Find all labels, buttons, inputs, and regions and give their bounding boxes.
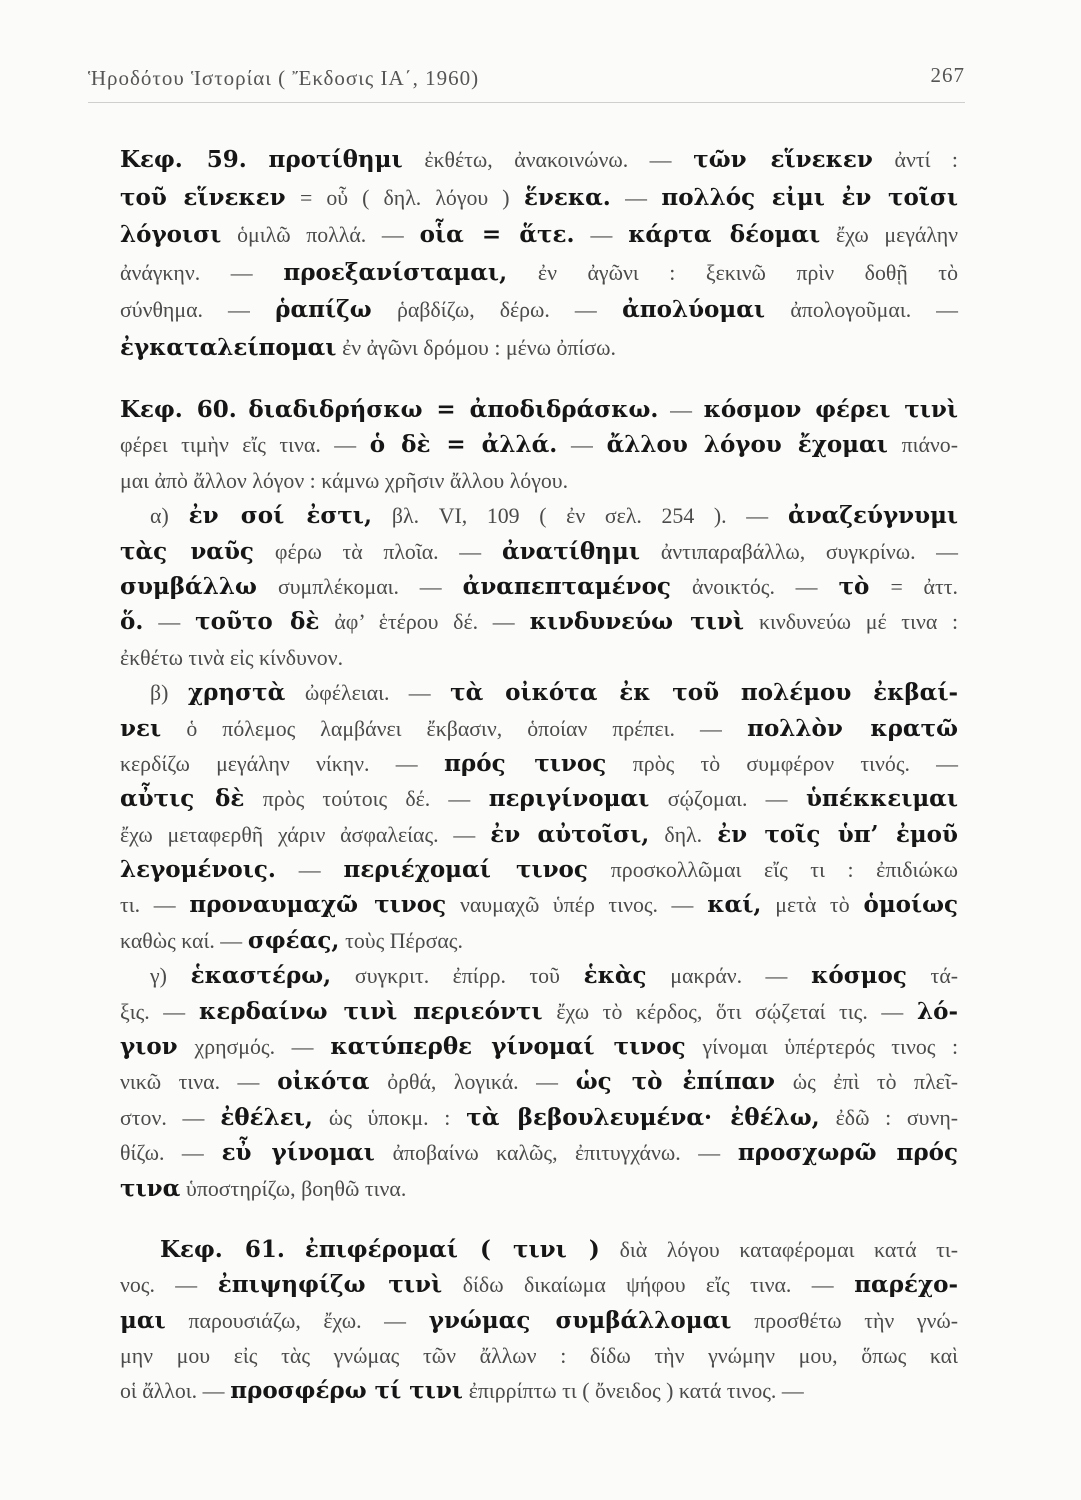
gloss: ἐδῶ : συνη-: [835, 1105, 959, 1130]
gloss: ἀνάγκην. —: [120, 260, 253, 285]
lemma: ἐν αὐτοῖσι,: [490, 820, 650, 848]
lemma: οἷα = ἅτε.: [419, 221, 575, 249]
lemma: προσφέρω τί τινι: [230, 1377, 463, 1405]
gloss: πρὸς τὸ συμφέρον τινός. —: [632, 751, 959, 776]
lemma: περιέχομαί τινος: [343, 856, 588, 884]
gloss: —: [158, 610, 181, 635]
gloss: τι. —: [120, 893, 176, 918]
line-content: [120, 604, 958, 640]
chapter-61: [120, 1232, 958, 1408]
gloss: ἔχω μεγάλην: [835, 223, 959, 248]
text-line: [120, 534, 958, 569]
text-line: [120, 463, 958, 498]
text-line: [120, 216, 958, 254]
text-line: [120, 498, 958, 533]
lemma: τῶν εἵνεκεν: [693, 146, 873, 173]
text-line: [120, 329, 958, 367]
page-number: 267: [930, 63, 965, 87]
chapter-paragraph: [120, 392, 958, 498]
gloss: σῴζομαι. —: [667, 787, 788, 812]
lemma: μαι: [120, 1306, 166, 1334]
line-content: [120, 852, 958, 888]
gloss: τά-: [930, 964, 959, 989]
lemma: προναυμαχῶ τινος: [189, 891, 447, 919]
gloss: μην μου εἰς τὰς γνώμας τῶν ἄλλων : δίδω τὴν γνώμην μου, ὅπως καὶ: [120, 1343, 958, 1368]
text-line: [120, 781, 958, 816]
gloss: κινδυνεύω μέ τινα :: [758, 610, 959, 635]
lemma: ὁμοίως: [863, 891, 959, 919]
lemma: γιον: [120, 1033, 178, 1061]
lemma: κερδαίνω τινὶ περιεόντι: [198, 997, 543, 1025]
line-content: [120, 923, 463, 959]
gloss: ἔχω μεταφερθῆ χάριν ἀσφαλείας. —: [120, 822, 476, 847]
text-line: [120, 141, 958, 179]
gloss: ἐκθέτω τινὰ εἰς κίνδυνον.: [120, 645, 344, 670]
text-line: [120, 1267, 958, 1302]
text-line: [120, 1029, 958, 1064]
line-content: [120, 994, 958, 1030]
lemma: λεγομένοις.: [120, 856, 276, 884]
gloss: νος. —: [120, 1273, 198, 1298]
gloss: δίδω δικαίωμα ψήφου εἴς τινα. —: [462, 1273, 834, 1298]
gloss: μακράν. —: [670, 964, 788, 989]
text-line: [120, 179, 958, 217]
subsection-paragraph: [120, 675, 958, 958]
gloss: βλ. VI, 109 ( ἐν σελ. 254 ). —: [391, 504, 769, 529]
line-content: [120, 1267, 958, 1303]
gloss: μετὰ τὸ: [775, 893, 850, 918]
text-line: [120, 923, 958, 958]
gloss: χρησμός. —: [194, 1035, 314, 1060]
gloss: ἐν ἀγῶνι δρόμου : μένω ὀπίσω.: [342, 335, 616, 360]
lemma: ἐπιφέρομαί ( τινι ): [304, 1236, 600, 1263]
gloss: φέρω τὰ πλοῖα. —: [274, 539, 482, 564]
gloss: ὀρθά, λογικά. —: [387, 1070, 558, 1095]
gloss: τοὺς Πέρσας.: [345, 928, 463, 953]
line-content: [120, 179, 958, 218]
gloss: πρὸς τούτοις δέ. —: [262, 787, 471, 812]
gloss: κερδίζω μεγάλην νίκην. —: [120, 751, 418, 776]
lemma: ἐθέλει,: [220, 1103, 313, 1131]
lemma: ἀπολύομαι: [622, 296, 766, 324]
gloss: ἐν ἀγῶνι : ξεκινῶ πρὶν δοθῇ τὸ: [537, 260, 958, 285]
lemma: κατύπερθε γίνομαί τινος: [330, 1033, 686, 1061]
line-content: [120, 711, 958, 747]
line-content: [160, 1232, 958, 1268]
lemma: πολλὸν κρατῶ: [747, 714, 959, 742]
lemma: πολλός εἰμι ἐν τοῖσι: [661, 183, 959, 211]
header-rule: [88, 102, 965, 103]
text-line: [120, 817, 958, 852]
gloss: —: [670, 398, 692, 422]
lemma: κάρτα δέομαι: [628, 221, 821, 249]
line-content: [120, 1171, 406, 1207]
gloss: = οὗ ( δηλ. λόγου ): [299, 185, 510, 210]
lemma: ἀνατίθημι: [501, 537, 640, 565]
chapter-59: [120, 141, 958, 367]
running-head: [88, 63, 965, 96]
text-line: [120, 1338, 958, 1373]
line-content: [120, 1135, 958, 1171]
gloss: πιάνο-: [901, 433, 959, 458]
lemma: γνώμας συμβάλλομαι: [428, 1306, 732, 1334]
line-content: [150, 498, 958, 534]
text-line: [120, 994, 958, 1029]
lemma: κόσμος: [811, 962, 907, 990]
lemma: ἐν σοί ἐστι,: [188, 502, 372, 530]
lemma: κόσμον φέρει τινὶ: [703, 396, 959, 423]
lemma: περιγίνομαι: [488, 785, 650, 813]
lemma: διαδιδρήσκω = ἀποδιδράσκω.: [248, 396, 659, 423]
line-content: [120, 463, 568, 499]
lemma: ὁ δὲ = ἀλλά.: [369, 431, 558, 459]
gloss: ὠφέλειαι. —: [304, 681, 431, 706]
gloss: παρουσιάζω, ἔχω. —: [188, 1308, 406, 1333]
lemma: τινα: [120, 1174, 181, 1202]
line-content: [120, 392, 958, 428]
gloss: ὁμιλῶ πολλά. —: [237, 223, 404, 248]
line-content: [150, 675, 958, 711]
line-content: [120, 817, 958, 853]
lemma: τοῦτο δὲ: [195, 608, 320, 636]
gloss: ἀντί :: [894, 148, 958, 172]
lemma: ὅ.: [120, 608, 144, 636]
gloss: σύνθημα. —: [120, 298, 250, 323]
gloss: ἀπολογοῦμαι. —: [790, 298, 959, 323]
gloss: συμπλέκομαι. —: [277, 574, 442, 599]
lemma: προσχωρῶ πρός: [737, 1139, 959, 1167]
text-line: [120, 675, 958, 710]
chapter-label: Κεφ. 60.: [120, 396, 237, 423]
text-line: [120, 711, 958, 746]
gloss: διὰ λόγου καταφέρομαι κατά τι-: [619, 1238, 959, 1262]
chapter-paragraph: [120, 1232, 958, 1408]
gloss: ὡς ἐπὶ τὸ πλεῖ-: [792, 1070, 958, 1095]
text-line: [120, 640, 958, 675]
line-content: [120, 141, 958, 180]
gloss: ξις. —: [120, 999, 186, 1024]
line-content: [120, 1338, 958, 1374]
gloss: = ἀττ.: [890, 574, 958, 599]
running-head-title: Ἡροδότου Ἱστορίαι ( Ἔκδοσις ΙΑ΄, 1960): [88, 66, 480, 90]
subsection-paragraph: [120, 958, 958, 1206]
gloss: —: [590, 223, 613, 248]
lemma: οἰκότα: [277, 1068, 370, 1096]
gloss: ἀνοικτός. —: [691, 574, 818, 599]
text-line: [120, 392, 958, 427]
text-line: [120, 1100, 958, 1135]
gloss: οἱ ἄλλοι. —: [120, 1379, 225, 1404]
gloss: προσκολλῶμαι εἴς τι : ἐπιδιώκω: [610, 858, 959, 883]
line-content: [120, 1303, 958, 1339]
lemma: ἐπιψηφίζω τινὶ: [217, 1271, 443, 1299]
lemma: χρηστὰ: [187, 679, 286, 707]
subsection-marker: β): [150, 681, 169, 706]
line-content: [120, 254, 958, 293]
line-content: [120, 291, 958, 330]
gloss: ὁ πόλεμος λαμβάνει ἔκβασιν, ὁποίαν πρέπει. —: [186, 716, 722, 741]
lemma: καί,: [707, 891, 762, 919]
lemma: ἑκὰς: [583, 962, 647, 990]
lemma: ἕνεκα.: [523, 183, 611, 211]
lemma: κινδυνεύω τινὶ: [529, 608, 744, 636]
gloss: ἀποβαίνω καλῶς, ἐπιτυγχάνω. —: [392, 1141, 721, 1166]
lemma: ἑκαστέρω,: [190, 962, 332, 990]
text-line: [120, 1303, 958, 1338]
text-line: [120, 1171, 958, 1206]
lemma: ἀναπεπταμένος: [462, 572, 671, 600]
lemma: ἀναζεύγνυμι: [788, 502, 959, 530]
gloss: —: [298, 858, 321, 883]
gloss: θίζω. —: [120, 1141, 204, 1166]
lemma: ἐγκαταλείπομαι: [120, 333, 337, 361]
lemma: προτίθημι: [268, 146, 403, 173]
text-line: [120, 1135, 958, 1170]
gloss: συγκριτ. ἐπίρρ. τοῦ: [354, 964, 560, 989]
text-line: [120, 604, 958, 639]
text-line: [120, 1232, 958, 1267]
lemma: πρός τινος: [444, 749, 607, 777]
text-line: [120, 887, 958, 922]
text-line: [120, 427, 958, 462]
line-content: [120, 887, 958, 923]
lemma: λόγοισι: [120, 221, 222, 249]
text-line: [120, 958, 958, 993]
text-line: [120, 569, 958, 604]
text-line: [120, 254, 958, 292]
gloss: φέρει τιμὴν εἴς τινα. —: [120, 433, 357, 458]
gloss: νικῶ τινα. —: [120, 1070, 260, 1095]
lemma: ὑπέκκειμαι: [805, 785, 958, 813]
gloss: καθὼς καί. —: [120, 928, 243, 953]
chapter-paragraph: [120, 141, 958, 367]
line-content: [120, 1029, 958, 1065]
subsection-marker: α): [150, 504, 169, 529]
gloss: ἐπιρρίπτω τι ( ὄνειδος ) κατά τινος. —: [468, 1379, 804, 1404]
gloss: προσθέτω τὴν γνώ-: [754, 1308, 959, 1333]
text-line: [120, 852, 958, 887]
chapter-60: [120, 392, 958, 1206]
gloss: μαι ἀπὸ ἄλλον λόγον : κάμνω χρῆσιν ἄλλου λόγου.: [120, 468, 569, 493]
line-content: [120, 640, 343, 676]
lemma: τὰ βεβουλευμένα· ἐθέλω,: [466, 1103, 820, 1131]
gloss: —: [571, 433, 593, 458]
subsection-marker: γ): [150, 964, 167, 989]
text-line: [120, 1373, 958, 1408]
line-content: [120, 1100, 958, 1136]
lemma: τὰ οἰκότα ἐκ τοῦ πολέμου ἐκβαί-: [450, 679, 959, 707]
gloss: γίνομαι ὑπέρτερός τινος :: [702, 1035, 959, 1060]
line-content: [120, 746, 958, 782]
text-line: [120, 291, 958, 329]
line-content: [120, 781, 958, 817]
lemma: ῥαπίζω: [275, 296, 372, 324]
lemma: λό-: [917, 997, 959, 1025]
lemma: ἄλλου λόγου ἔχομαι: [606, 431, 888, 459]
line-content: [120, 216, 958, 255]
lemma: αὖτις δὲ: [120, 785, 245, 813]
lemma: συμβάλλω: [120, 572, 257, 600]
gloss: ὡς ὑποκμ. :: [328, 1105, 451, 1130]
lemma: τοῦ εἵνεκεν: [120, 183, 286, 211]
lemma: παρέχο-: [854, 1271, 959, 1299]
lemma: ὡς τὸ ἐπίπαν: [575, 1068, 775, 1096]
text-line: [120, 746, 958, 781]
gloss: ἔχω τὸ κέρδος, ὅτι σῴζεταί τις. —: [556, 999, 904, 1024]
lemma: τὸ: [838, 572, 870, 600]
gloss: ἐκθέτω, ἀνακοινώνω. —: [424, 148, 672, 172]
gloss: δηλ.: [664, 822, 703, 847]
line-content: [120, 329, 616, 368]
lemma: ἐν τοῖς ὑπ’ ἐμοῦ: [717, 820, 958, 848]
gloss: ὑποστηρίζω, βοηθῶ τινα.: [186, 1176, 407, 1201]
subsection-paragraph: [120, 498, 958, 675]
lemma: σφέας,: [247, 926, 340, 954]
line-content: [120, 1064, 958, 1100]
line-content: [150, 958, 958, 994]
line-content: [120, 1373, 804, 1409]
line-content: [120, 534, 958, 570]
chapter-label: Κεφ. 61.: [160, 1236, 285, 1263]
lemma: προεξανίσταμαι,: [283, 258, 508, 286]
line-content: [120, 427, 958, 463]
gloss: ἀφ’ ἑτέρου δέ. —: [334, 610, 515, 635]
gloss: ἀντιπαραβάλλω, συγκρίνω. —: [660, 539, 959, 564]
chapter-label: Κεφ. 59.: [120, 146, 247, 173]
gloss: ῥαβδίζω, δέρω. —: [396, 298, 597, 323]
gloss: —: [625, 185, 648, 210]
lemma: εὖ γίνομαι: [221, 1139, 375, 1167]
lemma: νει: [120, 714, 162, 742]
line-content: [120, 569, 958, 605]
gloss: ναυμαχῶ ὑπέρ τινος. —: [459, 893, 694, 918]
gloss: στον. —: [120, 1105, 205, 1130]
text-line: [120, 1064, 958, 1099]
lemma: τὰς ναῦς: [120, 537, 254, 565]
